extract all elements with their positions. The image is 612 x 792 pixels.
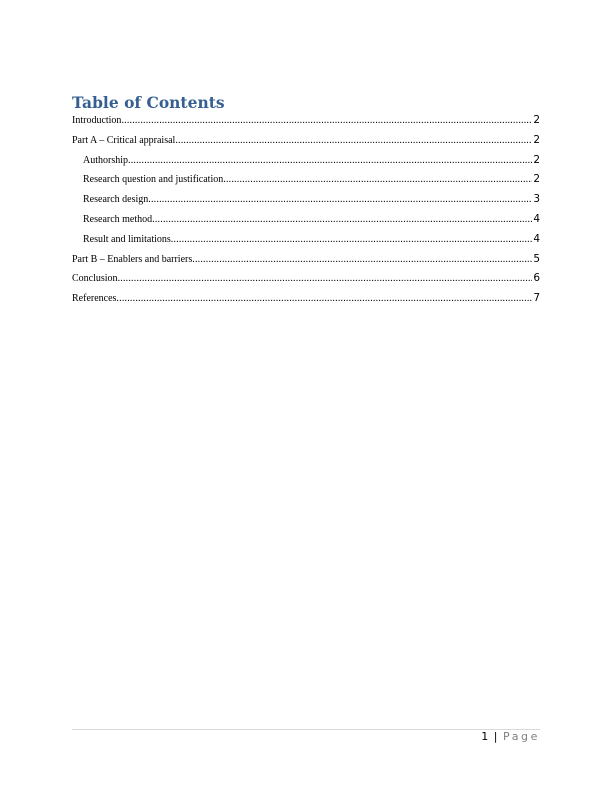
toc-entry-page: 6 [533,272,540,285]
toc-entry-label: References [72,293,117,305]
footer-page-number: 1 [481,730,489,743]
toc-dot-leader [128,151,532,171]
toc-dot-leader [192,250,532,270]
toc-entry-research-question[interactable] [72,170,540,190]
toc-entry-label: Part B – Enablers and barriers [72,253,193,265]
toc-entry-research-method[interactable] [72,210,540,230]
toc-title: Table of Contents [72,93,225,112]
toc-entry-page: 7 [533,292,540,305]
toc-entry-label: Result and limitations [83,233,171,245]
toc-entry-part-a[interactable] [72,131,540,151]
toc-dot-leader [171,230,533,250]
toc-entry-label: Research question and justification [83,174,224,186]
toc-entry-label: Part A – Critical appraisal [72,134,176,146]
toc-entry-label: Conclusion [72,273,118,285]
toc-entry-page: 4 [533,232,540,245]
footer-divider [72,729,540,730]
toc-dot-leader [121,111,532,131]
toc-entry-label: Research method [83,213,153,225]
page-footer [481,729,540,745]
toc-dot-leader [118,269,533,289]
toc-entry-page: 2 [533,153,540,166]
toc-entry-authorship[interactable] [72,151,540,171]
toc-entry-conclusion[interactable] [72,269,540,289]
toc-entry-references[interactable] [72,289,540,309]
toc-entry-page: 2 [533,173,540,186]
toc-dot-leader [148,190,532,210]
toc-dot-leader [223,170,532,190]
toc-entry-result-limitations[interactable] [72,230,540,250]
toc-dot-leader [116,289,532,309]
toc-entry-page: 2 [533,114,540,126]
toc-dot-leader [175,131,532,151]
toc-list [72,111,540,309]
toc-dot-leader [152,210,532,230]
toc-entry-part-b[interactable] [72,250,540,270]
toc-entry-page: 3 [533,193,540,206]
footer-page-word: Page [502,730,540,743]
footer-separator: | [493,730,498,743]
toc-entry-page: 4 [533,212,540,225]
toc-entry-label: Authorship [83,154,128,166]
toc-entry-label: Research design [83,194,149,206]
toc-entry-introduction[interactable] [72,111,540,131]
toc-entry-page: 2 [533,133,540,146]
toc-entry-page: 5 [533,252,540,265]
toc-entry-label: Introduction [72,115,122,126]
toc-entry-research-design[interactable] [72,190,540,210]
